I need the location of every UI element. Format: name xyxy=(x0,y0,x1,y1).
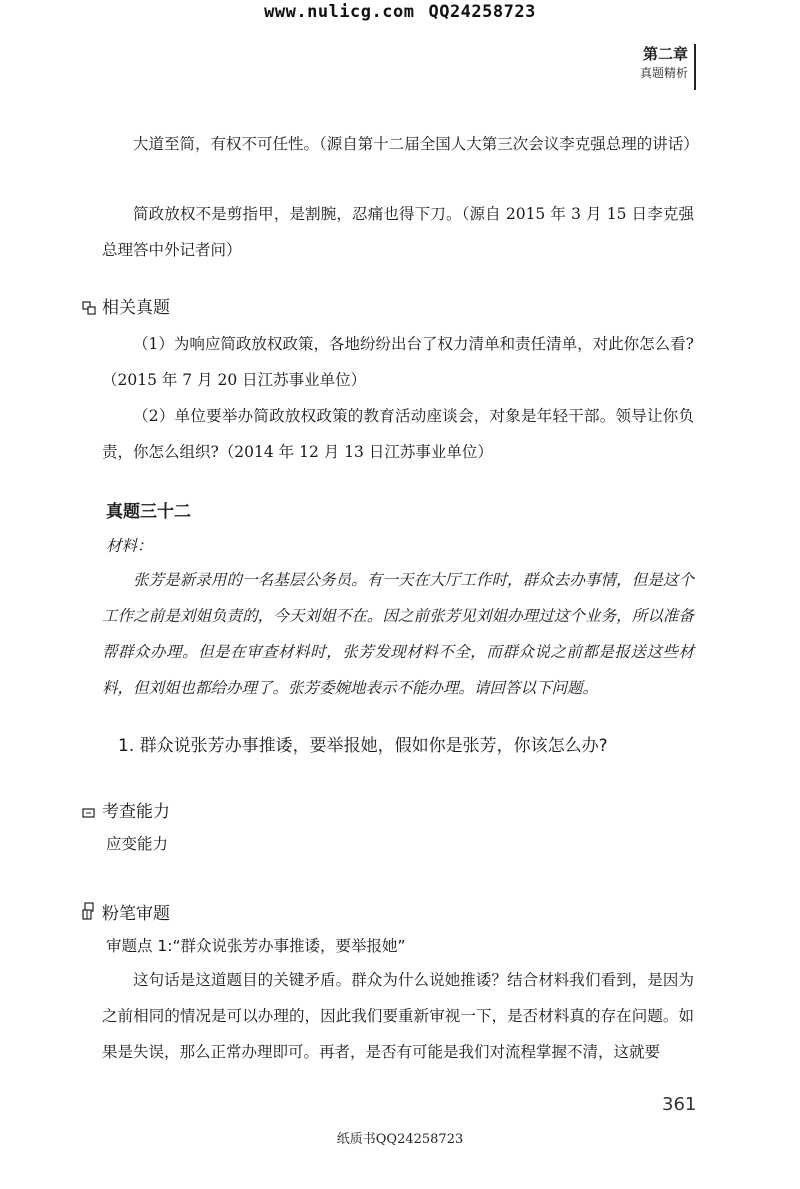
related-item-2: （2）单位要举办简政放权政策的教育活动座谈会，对象是年轻干部。领导让你负责，你怎么组织?（2014 年 12 月 13 日江苏事业单位） xyxy=(102,407,694,461)
analysis-icon xyxy=(82,902,98,920)
watermark-qq: QQ24258723 xyxy=(428,2,536,22)
ability-value: 应变能力 xyxy=(106,835,169,853)
question-title: 真题三十二 xyxy=(106,502,191,522)
top-watermark xyxy=(0,2,800,22)
intro-paragraph-1: 大道至简，有权不可任性。（源自第十二届全国人大第三次会议李克强总理的讲话） xyxy=(133,135,699,153)
header-rule xyxy=(694,44,696,90)
analysis-section-title: 粉笔审题 xyxy=(102,904,170,924)
watermark-site: www.nulicg.com xyxy=(264,2,415,22)
related-section-title: 相关真题 xyxy=(102,298,170,318)
material-label: 材料： xyxy=(106,537,153,555)
analysis-point: 审题点 1:“群众说张芳办事推诿，要举报她” xyxy=(106,937,406,955)
chapter-subtitle: 真题精析 xyxy=(639,66,688,80)
page-number: 361 xyxy=(662,1094,697,1115)
running-header xyxy=(640,44,688,82)
ability-section-title: 考查能力 xyxy=(102,802,170,822)
ability-icon xyxy=(82,808,96,818)
material-text: 张芳是新录用的一名基层公务员。有一天在大厅工作时，群众去办事情，但是这个工作之前是刘姐负责的，今天刘姐不在。因之前张芳见刘姐办理过这个业务，所以准备帮群众办理。但是在审查材料时，张芳发现材料不全，而群众说之前都是报送这些材料，但刘姐也都给办理了。张芳委婉地表示不能办理。请回答以下问题。 xyxy=(102,571,694,697)
footer-watermark: 纸质书QQ24258723 xyxy=(336,1132,464,1147)
question-prompt: 1. 群众说张芳办事推诿，要举报她，假如你是张芳，你该怎么办? xyxy=(118,736,608,756)
chapter-label: 第二章 xyxy=(642,45,688,63)
related-item-1: （1）为响应简政放权政策，各地纷纷出台了权力清单和责任清单，对此你怎么看?（2015 年 7 月 20 日江苏事业单位） xyxy=(102,335,694,389)
analysis-text: 这句话是这道题目的关键矛盾。群众为什么说她推诿？结合材料我们看到，是因为之前相同的情况是可以办理的，因此我们要重新审视一下，是否材料真的存在问题。如果是失误，那么正常办理即可。再者，是否有可能是我们对流程掌握不清，这就要 xyxy=(102,971,694,1061)
document-icon xyxy=(82,301,96,315)
intro-paragraph-2: 简政放权不是剪指甲，是割腕，忍痛也得下刀。（源自 2015 年 3 月 15 日李克强总理答中外记者问） xyxy=(102,205,694,259)
